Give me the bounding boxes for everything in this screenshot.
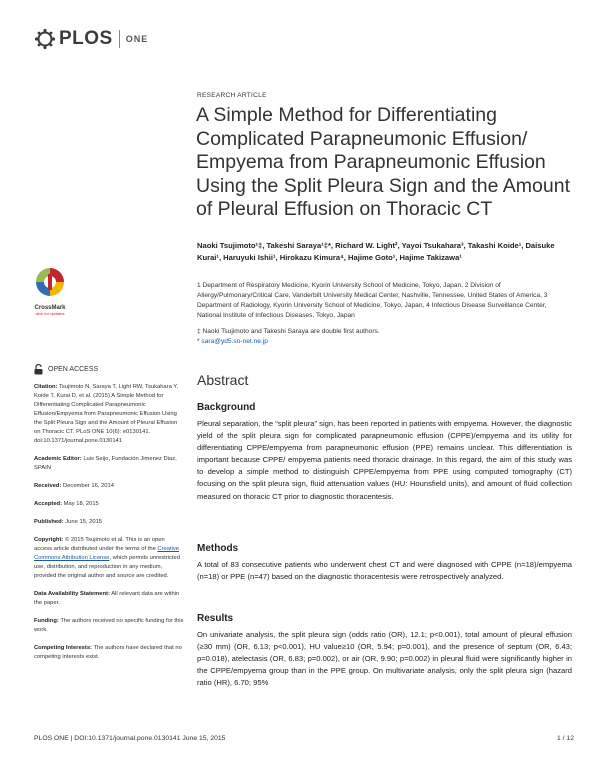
competing-interests-text: The authors have declared that no competing interests exist. <box>34 645 182 660</box>
citation-text: Tsujimoto N, Saraya T, Light RW, Tsukahara Y, Koide T, Kurai D, et al. (2015) A Simple Method for Differentiating Complicated Parapneumonic Effusion/Empyema from Parapneumonic Effusion Using the Split Pleura Sign and the Amount of Pleural Effusion on Thoracic CT. PLoS ONE 10(6): e0130141. doi:10.1371/journal.pone.0130141 <box>34 384 179 444</box>
received-date: December 16, 2014 <box>63 483 114 489</box>
corresponding-note <box>197 337 572 347</box>
background-paragraph: Pleural separation, the “split pleura” sign, has been reported in patients with empyema. However, the diagnostic yield of the split pleura sign for complicated parapneumonic effusion (CPPE)/empyema and its utility for differentiating CPPE/empyema from parapneumonic effusion (PPE) remains unclear. This differentiation is important because CPPE/ empyema patients need thoracic drainage. In this regard, the aim of this study was to develop a simple method to distinguish CPPE/empyema from PPE using computed tomography (CT) focusing on the split pleura sign, fluid attenuation values (HU: Hounsfield units), and amount of fluid collection measured on thoracic CT prior to diagnostic thoracentesis. <box>197 419 572 501</box>
article-type: RESEARCH ARTICLE <box>197 92 267 99</box>
abstract-heading: Abstract <box>197 372 249 388</box>
footer-citation: PLOS ONE | DOI:10.1371/journal.pone.0130141 June 15, 2015 <box>34 735 226 742</box>
accepted-block <box>34 500 184 509</box>
editor-block <box>34 455 184 473</box>
plos-logo-icon <box>34 28 56 50</box>
logo-plos-text: PLOS <box>59 28 113 49</box>
crossmark-icon <box>30 266 70 298</box>
crossmark-label: CrossMark <box>34 305 66 311</box>
page-number: 1 / 12 <box>556 735 574 742</box>
editor-text: Luis Seijo, Fundación Jimenez Diaz, SPAIN <box>34 456 177 471</box>
affiliations: 1 Department of Respiratory Medicine, Kyorin University School of Medicine, Tokyo, Japan, 2 Division of Allergy/Pulmonary/Critical Care, Vanderbilt University Medical Center, Nashville, Tennessee, United States of America, 3 Department of Radiology, Kyorin University School of Medicine, Tokyo, Japan, 4 Infectious Disease Surveillance Center, National Institute of Infectious Diseases, Tokyo, Japan <box>197 282 548 319</box>
methods-heading: Methods <box>197 543 239 554</box>
accepted-date: May 18, 2015 <box>63 501 99 507</box>
copyright-text-post: , which permits unrestricted use, distribution, and reproduction in any medium, provided the original author and source are credited. <box>34 555 180 579</box>
published-label: Published: <box>34 519 64 525</box>
open-access <box>34 364 184 375</box>
funding-text: The authors received no specific funding for this work. <box>34 618 184 633</box>
copyright-text-pre: © 2015 Tsujimoto et al. This is an open access article distributed under the terms of the <box>34 537 165 552</box>
accepted-label: Accepted: <box>34 501 63 507</box>
funding-block <box>34 617 184 635</box>
open-access-label: OPEN ACCESS <box>48 366 99 373</box>
crossmark-sub: click for updates <box>35 311 65 316</box>
sidebar <box>34 364 184 671</box>
citation-label: Citation: <box>34 384 58 390</box>
background-heading: Background <box>197 402 256 413</box>
crossmark-badge[interactable] <box>30 266 70 316</box>
cc-license-link[interactable]: Creative Commons Attribution License <box>34 546 180 561</box>
author-list: Naoki Tsujimoto¹‡, Takeshi Saraya¹‡*, Richard W. Light², Yayoi Tsukahara³, Takashi Koide¹, Daisuke Kurai¹, Haruyuki Ishii¹, Hirokazu Kimura⁴, Hajime Goto¹, Hajime Takizawa¹ <box>197 241 555 262</box>
received-label: Received: <box>34 483 62 489</box>
published-date: June 15, 2015 <box>65 519 103 525</box>
received-block <box>34 482 184 491</box>
copyright-block <box>34 536 184 581</box>
equal-contribution-note: ‡ Naoki Tsujimoto and Takeshi Saraya are double first authors. <box>197 328 380 335</box>
logo-one-text: ONE <box>125 34 149 44</box>
results-paragraph: On univariate analysis, the split pleura sign (odds ratio (OR), 12.1; p<0.001), total amount of pleural effusion (≥30 mm) (OR, 6.13; p<0.001), HU value≥10 (OR, 5.94; p=0.001), and the presence of septum (OR, 6.43; p=0.018), atelectasis (OR, 6.83; p=0.002), or air (OR, 9.90; p=0.002) in pleural fluid were significantly higher in the CPPE/empyema group than in the PPE group. On multivariate analysis, only the split pleura sign (hazard ratio (HR), 6.70; 95% <box>197 630 572 688</box>
published-block <box>34 518 184 527</box>
plos-one-logo[interactable] <box>34 28 148 50</box>
article-title: A Simple Method for Differentiating Complicated Parapneumonic Effusion/ Empyema from Parapneumonic Effusion Using the Split Pleura Sign and the Amount of Pleural Effusion on Thoracic CT <box>196 104 570 220</box>
page-footer <box>34 735 574 742</box>
data-availability-label: Data Availability Statement: <box>34 591 110 597</box>
logo-divider <box>119 30 120 48</box>
results-heading: Results <box>197 613 234 624</box>
competing-interests-block <box>34 644 184 662</box>
funding-label: Funding: <box>34 618 59 624</box>
data-availability-block <box>34 590 184 608</box>
copyright-label: Copyright: <box>34 537 64 543</box>
methods-paragraph: A total of 83 consecutive patients who underwent chest CT and were diagnosed with CPPE (n=18)/empyema (n=18) or PPE (n=47) based on the diagnostic thoracentesis were retrospectively analyzed. <box>197 560 572 582</box>
corresponding-mark: * <box>197 338 200 345</box>
author-notes <box>197 327 572 347</box>
competing-interests-label: Competing Interests: <box>34 645 92 651</box>
data-availability-text: All relevant data are within the paper. <box>34 591 180 606</box>
corresponding-email-link[interactable]: sara@yd5.so-net.ne.jp <box>201 338 268 345</box>
citation-block <box>34 383 184 446</box>
open-lock-icon <box>34 364 43 375</box>
editor-label: Academic Editor: <box>34 456 82 462</box>
